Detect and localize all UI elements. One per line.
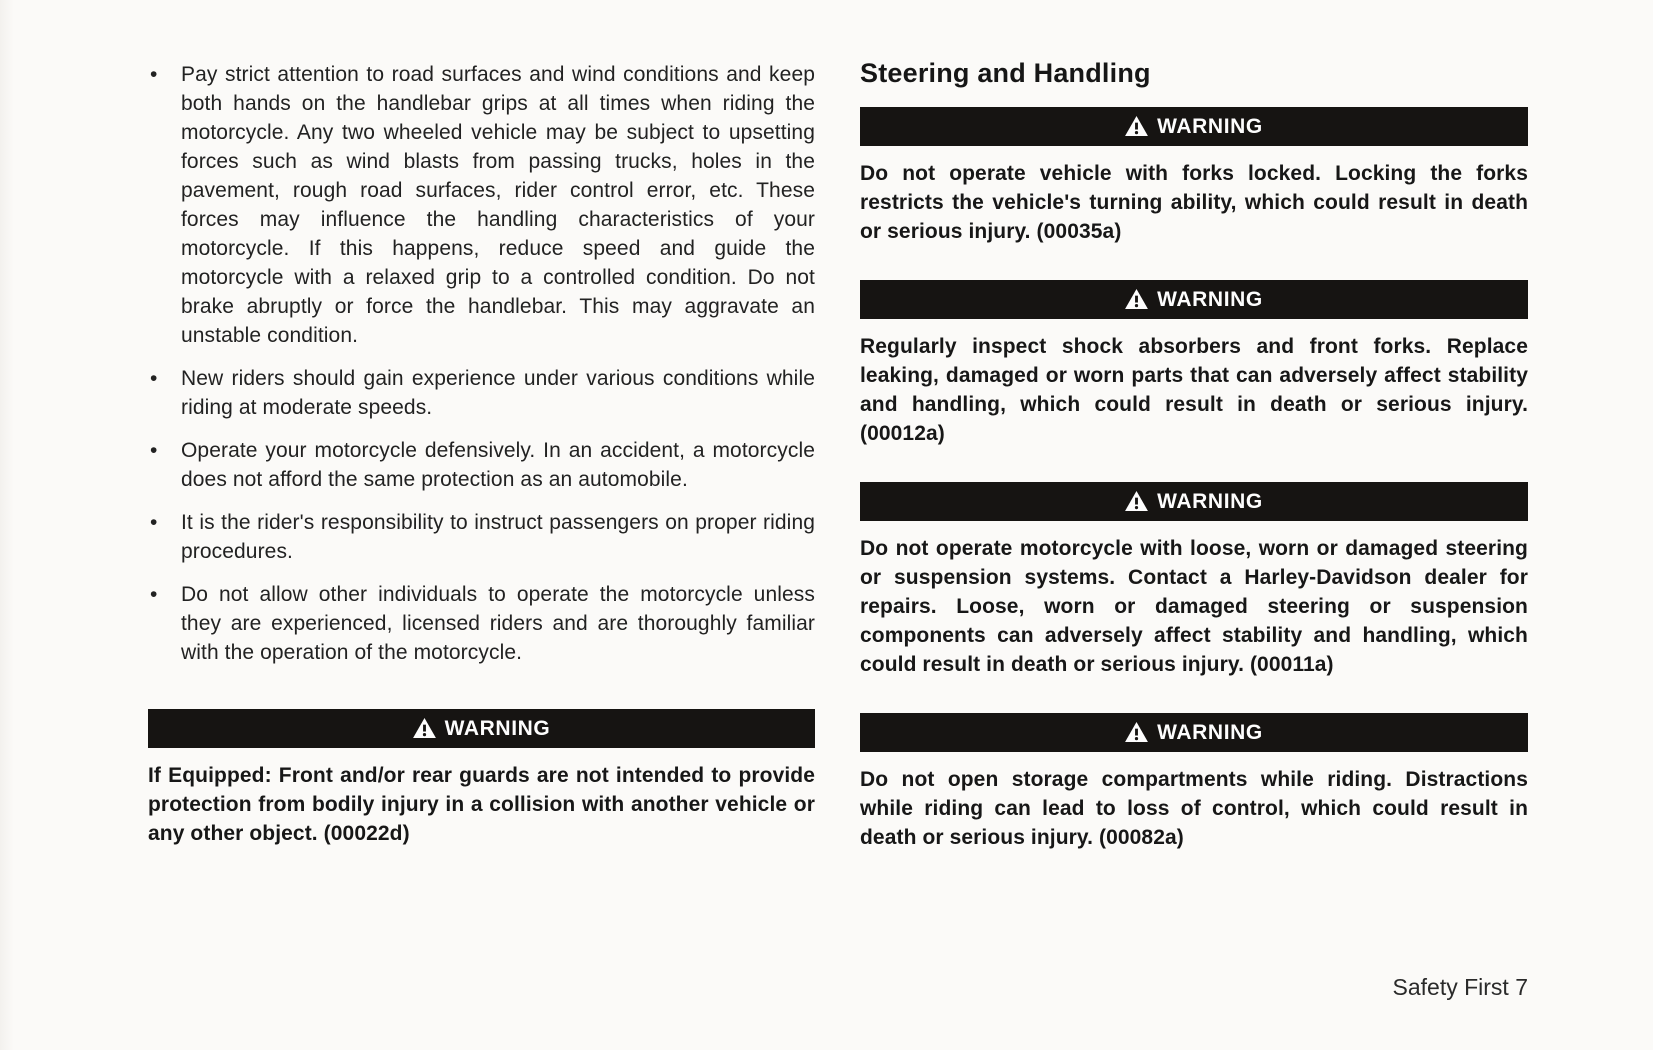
- warning-text: Do not open storage compartments while riding. Distractions while riding can lead to loss of control, which could result in death or serious injury. (00082a): [860, 768, 1528, 849]
- warning-text: Do not operate motorcycle with loose, worn or damaged steering or suspension systems. Contact a Harley-Davidson dealer for repairs. Loose, worn or damaged steering or suspension components can adversely affect stability and handling, which could result in death or serious injury. (00011a): [860, 537, 1528, 676]
- warning-block-forks-locked: [860, 107, 1528, 246]
- warning-text: Regularly inspect shock absorbers and front forks. Replace leaking, damaged or worn parts that can adversely affect stability and handling, which could result in death or serious injury. (00012a): [860, 335, 1528, 445]
- list-item: • Pay strict attention to road surfaces and wind conditions and keep both hands on the handlebar grips at all times when riding the motorcycle. Any two wheeled vehicle may be subject to upsetting forces such as wind blasts from passing trucks, holes in the pavement, rough road surfaces, rider control error, etc. These forces may influence the handling characteristics of your motorcycle. If this happens, reduce speed and guide the motorcycle with a relaxed grip to a controlled condition. Do not brake abruptly or force the handlebar. This may aggravate an unstable condition.: [148, 60, 815, 350]
- warning-block-steering-suspension: [860, 482, 1528, 679]
- list-item: • New riders should gain experience under various conditions while riding at moderate speeds.: [148, 364, 815, 422]
- warning-banner: [860, 713, 1528, 752]
- right-column: [860, 58, 1528, 886]
- page-title: Steering and Handling: [860, 58, 1151, 88]
- warning-block-shock-absorbers: [860, 280, 1528, 448]
- warning-triangle-icon: [1125, 116, 1148, 136]
- warning-banner: [148, 709, 815, 748]
- safety-bullet-list: [148, 60, 815, 667]
- list-item: • It is the rider's responsibility to instruct passengers on proper riding procedures.: [148, 508, 815, 566]
- warning-triangle-icon: [1125, 491, 1148, 511]
- list-item: • Do not allow other individuals to operate the motorcycle unless they are experienced, licensed riders and are thoroughly familiar with the operation of the motorcycle.: [148, 580, 815, 667]
- warning-triangle-icon: [413, 718, 436, 738]
- warning-block-storage-compartments: [860, 713, 1528, 852]
- warning-text: If Equipped: Front and/or rear guards are not intended to provide protection from bodily injury in a collision with another vehicle or any other object. (00022d): [148, 764, 815, 845]
- warning-banner: [860, 280, 1528, 319]
- warning-banner-label: WARNING: [444, 716, 551, 740]
- warning-text: Do not operate vehicle with forks locked. Locking the forks restricts the vehicle's turning ability, which could result in death or serious injury. (00035a): [860, 162, 1528, 243]
- warning-banner-label: WARNING: [1157, 287, 1263, 311]
- warning-banner-label: WARNING: [1157, 489, 1263, 513]
- page-footer: Safety First 7: [1392, 974, 1528, 1000]
- warning-triangle-icon: [1125, 722, 1148, 742]
- warning-banner-label: WARNING: [1157, 114, 1263, 138]
- warning-block-guards: [148, 709, 815, 848]
- warning-triangle-icon: [1125, 289, 1148, 309]
- warning-banner-label: WARNING: [1157, 720, 1263, 744]
- warning-banner: [860, 107, 1528, 146]
- left-column: [148, 60, 815, 882]
- list-item: • Operate your motorcycle defensively. In an accident, a motorcycle does not afford the same protection as an automobile.: [148, 436, 815, 494]
- warning-banner: [860, 482, 1528, 521]
